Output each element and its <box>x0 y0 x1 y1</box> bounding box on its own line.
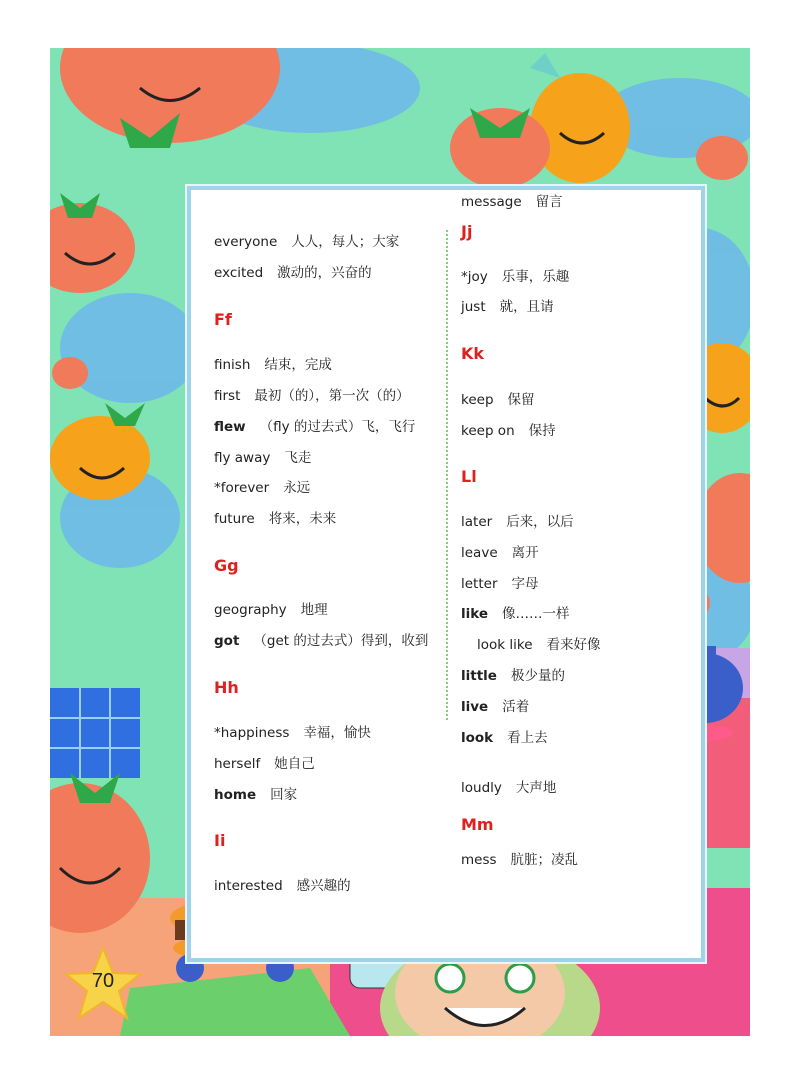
vocab-word: keep on <box>461 423 515 439</box>
letter-heading: Ll <box>461 467 477 486</box>
vocab-word: letter <box>461 576 498 592</box>
vocab-entry <box>461 726 548 746</box>
vocab-meaning: 肮脏；凌乱 <box>510 852 579 868</box>
vocab-word: live <box>461 699 489 715</box>
vocab-entry <box>461 265 569 285</box>
vocab-entry <box>461 776 556 796</box>
vocab-entry <box>461 541 539 561</box>
vocab-word: first <box>214 388 241 404</box>
vocab-meaning: 大声地 <box>515 780 557 796</box>
letter-heading: Jj <box>461 222 473 241</box>
vocab-entry <box>461 190 563 210</box>
vocab-word: keep <box>461 392 494 408</box>
vocab-entry <box>214 783 297 803</box>
vocab-entry <box>214 230 399 250</box>
vocab-entry <box>214 384 410 404</box>
vocab-meaning: 回家 <box>270 787 298 803</box>
vocab-entry <box>214 721 371 741</box>
vocab-meaning: 离开 <box>511 545 539 561</box>
vocab-word: everyone <box>214 234 278 250</box>
page-number-badge <box>62 944 144 1026</box>
vocab-word: little <box>461 668 497 684</box>
vocab-meaning: 看来好像 <box>546 637 601 653</box>
vocab-meaning: 保留 <box>507 392 535 408</box>
vocab-entry <box>214 507 336 527</box>
letter-heading: Kk <box>461 344 485 363</box>
vocab-word: mess <box>461 852 497 868</box>
vocab-entry <box>461 572 539 592</box>
vocab-word: just <box>461 299 486 315</box>
vocab-meaning: 后来，以后 <box>506 514 574 530</box>
column-divider <box>446 230 448 720</box>
vocab-word: message <box>461 194 522 210</box>
vocab-word: loudly <box>461 780 502 796</box>
vocab-meaning: 将来，未来 <box>268 511 337 527</box>
letter-heading: Ff <box>214 310 232 329</box>
vocab-word: fly away <box>214 450 271 466</box>
vocab-meaning: 地理 <box>300 602 328 618</box>
vocab-meaning: 活着 <box>502 699 530 715</box>
letter-heading: Hh <box>214 678 239 697</box>
vocab-meaning: 幸福，愉快 <box>303 725 371 741</box>
tomato-icon <box>60 48 280 148</box>
vocabulary-panel <box>187 186 705 962</box>
vocab-entry <box>461 419 556 439</box>
vocab-entry <box>214 261 372 281</box>
vocab-word: look like <box>477 637 533 653</box>
vocab-word: geography <box>214 602 287 618</box>
letter-heading: Ii <box>214 831 226 850</box>
vocab-word: excited <box>214 265 264 281</box>
illustrated-border <box>50 48 750 1036</box>
vocab-entry <box>214 415 415 435</box>
vocab-word: look <box>461 730 494 746</box>
vocab-meaning: 感兴趣的 <box>296 878 351 894</box>
vocab-entry <box>461 602 570 622</box>
vocab-word: got <box>214 633 240 649</box>
vocab-entry <box>461 295 554 315</box>
vocab-meaning: 保持 <box>528 423 556 439</box>
vocab-word: *happiness <box>214 725 290 741</box>
vocab-meaning: 看上去 <box>507 730 548 746</box>
vocab-word: flew <box>214 419 246 435</box>
vocab-entry <box>214 446 311 466</box>
vocab-word: home <box>214 787 257 803</box>
vocab-entry <box>461 388 535 408</box>
vocab-entry <box>214 476 310 496</box>
vocab-meaning: 像……一样 <box>502 606 570 622</box>
vocab-meaning: 留言 <box>535 194 563 210</box>
letter-heading: Gg <box>214 556 239 575</box>
vocab-entry <box>214 353 332 373</box>
vocab-word: *forever <box>214 480 270 496</box>
vocab-meaning: 结束，完成 <box>264 357 332 373</box>
vocab-meaning: 就，且请 <box>499 299 554 315</box>
vocab-meaning: 永远 <box>283 480 311 496</box>
vocab-meaning: 乐事，乐趣 <box>501 269 570 285</box>
vocab-entry <box>214 598 328 618</box>
vocab-meaning: 极少量的 <box>510 668 565 684</box>
vocab-entry <box>214 752 315 772</box>
vocab-entry <box>461 695 529 715</box>
vocab-word: *joy <box>461 269 488 285</box>
vocab-meaning: 字母 <box>511 576 539 592</box>
vocab-meaning: 人人，每人；大家 <box>291 234 400 250</box>
vocab-entry <box>214 629 428 649</box>
blue-grid-tile <box>50 688 140 778</box>
vocab-meaning: 激动的，兴奋的 <box>277 265 372 281</box>
vocab-word: like <box>461 606 489 622</box>
vocab-meaning: 最初（的），第一次（的） <box>254 388 410 404</box>
letter-heading: Mm <box>461 815 494 834</box>
vocab-entry <box>214 874 351 894</box>
vocab-word: later <box>461 514 493 530</box>
vocab-entry <box>461 848 578 868</box>
vocab-meaning: 飞走 <box>284 450 312 466</box>
vocab-entry <box>461 633 601 653</box>
vocab-word: future <box>214 511 255 527</box>
vocab-entry <box>461 510 574 530</box>
vocab-word: interested <box>214 878 283 894</box>
vocab-entry <box>461 664 565 684</box>
vocab-word: herself <box>214 756 261 772</box>
vocab-meaning: 她自己 <box>274 756 315 772</box>
vocab-word: finish <box>214 357 251 373</box>
page-number: 70 <box>91 970 115 992</box>
vocab-word: leave <box>461 545 498 561</box>
vocab-meaning: （fly 的过去式）飞，飞行 <box>259 419 416 435</box>
vocab-meaning: （get 的过去式）得到，收到 <box>253 633 429 649</box>
